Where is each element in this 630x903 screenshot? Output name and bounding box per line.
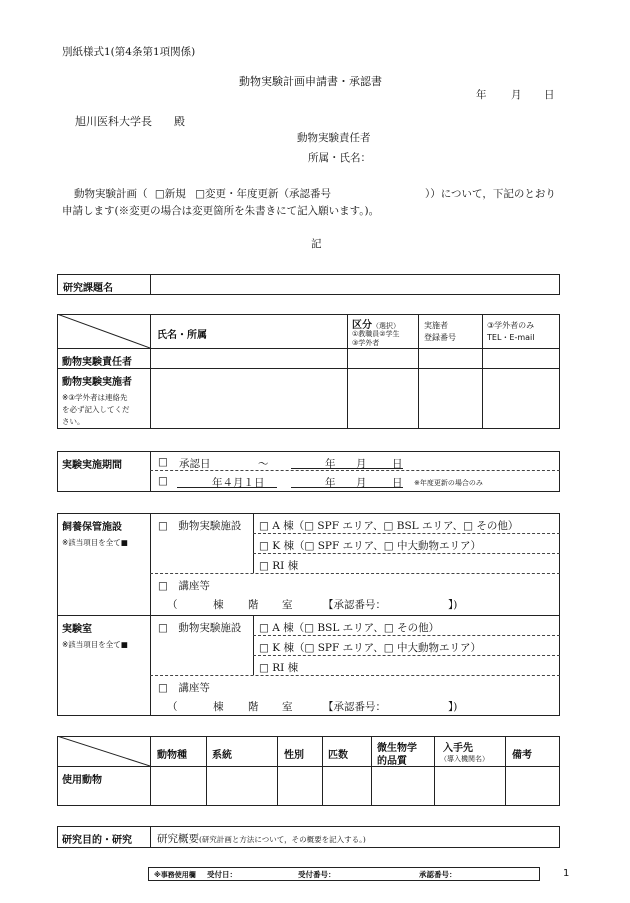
col-category-options2: ③学外者	[352, 339, 380, 347]
lab-room-paren: （	[167, 701, 178, 713]
implementer-note-3: さい。	[62, 417, 85, 426]
research-title-box	[57, 274, 560, 295]
office-use-label: ※事務使用欄	[154, 871, 196, 879]
period-row2-start: 年４月１日	[212, 477, 265, 489]
rearing-approval: 【承認番号：	[323, 599, 386, 611]
rearing-label: 飼養保管施設	[62, 522, 122, 533]
intro-line2: 申請します(※変更の場合は変更箇所を朱書きにて記入願います。)。	[62, 205, 380, 217]
implementer-note-2: を必ず記入してくだ	[62, 405, 130, 414]
col-contact-1: ③学外者のみ	[487, 321, 535, 330]
laboratory-label: 実験室	[62, 624, 92, 635]
intro-line1-end: ））について，下記のとおり	[425, 188, 556, 200]
new-checkbox[interactable]: □新規	[154, 188, 186, 200]
period-row1-month: 月	[356, 458, 367, 470]
document-title: 動物実験計画申請書・承認書	[239, 75, 382, 88]
page-number: 1	[563, 868, 570, 879]
rearing-room-paren: （	[167, 599, 178, 611]
period-table	[57, 451, 560, 492]
col-reg-2: 登録番号	[424, 333, 456, 342]
rearing-a-building[interactable]: □ A 棟（□ SPF エリア、□ BSL エリア、□ その他）	[259, 520, 519, 532]
col-sex: 性別	[284, 750, 304, 761]
rearing-room-bldg: 棟	[213, 599, 224, 611]
ki-marker: 記	[311, 238, 322, 250]
lab-facility-checkbox[interactable]: □ 動物実験施設	[158, 622, 242, 634]
col-microbial-2: 的品質	[377, 756, 407, 767]
intro-text-a: 動物実験計画（	[74, 188, 148, 200]
implementer-note-1: ※③学外者は連絡先	[62, 393, 128, 402]
col-strain: 系統	[212, 750, 232, 761]
col-category-text: 区分	[352, 320, 372, 331]
rearing-note: ※該当項目を全て■	[62, 538, 128, 547]
period-note: ※年度更新の場合のみ	[414, 479, 483, 487]
rearing-room-room: 室	[282, 599, 293, 611]
lab-a-building[interactable]: □ A 棟（□ BSL エリア、□ その他）	[259, 622, 440, 634]
purpose-summary	[157, 831, 366, 846]
change-checkbox[interactable]: □変更・年度更新（承認番号	[195, 188, 332, 200]
period-row1-year: 年	[325, 458, 336, 470]
lab-approval: 【承認番号：	[323, 701, 386, 713]
period-row2-day: 日	[392, 477, 403, 489]
lab-room-room: 室	[282, 701, 293, 713]
rearing-ri-building[interactable]: □ RI 棟	[259, 560, 299, 572]
purpose-label: 研究目的・研究	[62, 835, 132, 846]
animals-diagonal-line	[57, 736, 150, 766]
col-microbial-1: 微生物学	[377, 743, 417, 754]
affiliation-label: 所属・氏名：	[308, 152, 371, 164]
lab-room-bldg: 棟	[213, 701, 224, 713]
period-row2-checkbox[interactable]: □	[158, 475, 168, 487]
addressee: 旭川医科大学長 殿	[75, 115, 185, 128]
rearing-room-floor: 階	[248, 599, 259, 611]
approval-number-label: 承認番号：	[419, 870, 457, 879]
intro-line1	[74, 186, 331, 201]
diagonal-line	[57, 314, 150, 348]
period-row1-approval-date: 承認日	[179, 458, 211, 470]
animals-row-label: 使用動物	[62, 775, 102, 786]
period-row1-checkbox[interactable]: □	[158, 456, 168, 468]
col-species: 動物種	[157, 750, 187, 761]
purpose-summary-label: 研究概要	[157, 833, 199, 845]
received-date-label: 受付日：	[207, 870, 237, 879]
row-implementer: 動物実験実施者	[62, 377, 132, 388]
col-reg-1: 実施者	[424, 321, 448, 330]
col-category-note: （選択）	[372, 322, 400, 330]
date-year: 年	[476, 89, 487, 101]
col-source-1: 入手先	[443, 743, 473, 754]
lab-ri-building[interactable]: □ RI 棟	[259, 662, 299, 674]
col-category-options1: ①教職員②学生	[352, 330, 400, 338]
lab-k-building[interactable]: □ K 棟（□ SPF エリア、□ 中大動物エリア）	[259, 642, 481, 654]
lab-lab-checkbox[interactable]: □ 講座等	[158, 682, 210, 694]
period-label: 実験実施期間	[62, 460, 122, 471]
row-responsible: 動物実験責任者	[62, 357, 132, 368]
period-row2-year: 年	[325, 477, 336, 489]
receipt-number-label: 受付番号：	[298, 870, 336, 879]
col-name-affiliation: 氏名・所属	[157, 330, 207, 341]
laboratory-note: ※該当項目を全て■	[62, 640, 128, 649]
period-row2-month: 月	[356, 477, 367, 489]
responsible-title: 動物実験責任者	[297, 132, 371, 144]
col-source-2: （導入機関名）	[440, 755, 489, 763]
col-count: 匹数	[328, 750, 348, 761]
rearing-facility-checkbox[interactable]: □ 動物実験施設	[158, 520, 242, 532]
research-title-label: 研究課題名	[63, 283, 113, 294]
col-contact-2: TEL・E-mail	[487, 333, 535, 342]
form-number: 別紙様式1(第4条第1項関係)	[62, 46, 196, 58]
lab-room-floor: 階	[248, 701, 259, 713]
col-remarks: 備考	[512, 750, 532, 761]
period-row1-day: 日	[392, 458, 403, 470]
rearing-lab-checkbox[interactable]: □ 講座等	[158, 580, 210, 592]
rearing-k-building[interactable]: □ K 棟（□ SPF エリア、□ 中大動物エリア）	[259, 540, 481, 552]
period-tilde: ～	[258, 458, 269, 470]
lab-approval-end: 】)	[448, 701, 458, 713]
rearing-approval-end: 】)	[448, 599, 458, 611]
purpose-summary-note: (研究計画と方法について，その概要を記入する。)	[199, 835, 366, 844]
date-day: 日	[544, 89, 555, 101]
date-month: 月	[511, 89, 522, 101]
